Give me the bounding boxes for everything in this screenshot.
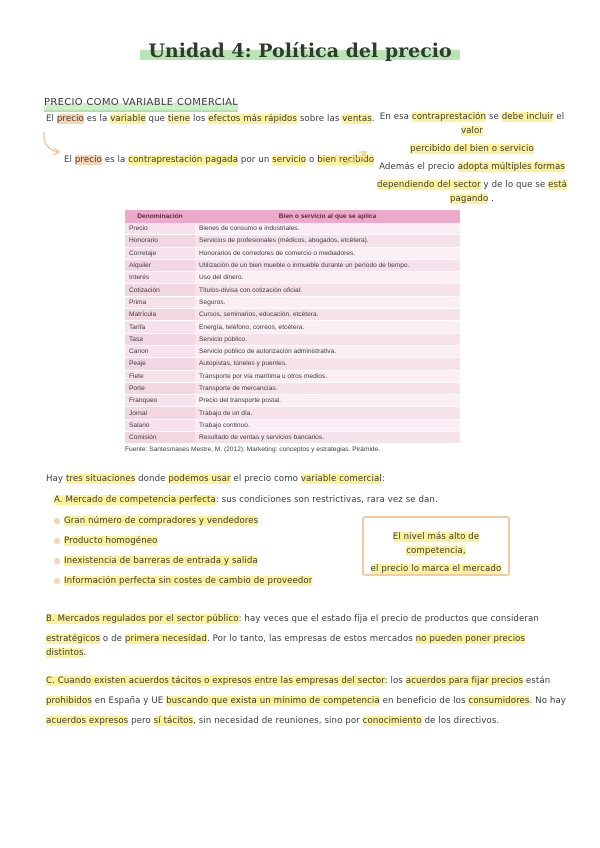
arrow-right-icon — [340, 148, 370, 168]
denomination-cell: Comisión — [125, 432, 195, 444]
table-body — [125, 223, 460, 444]
applies-to-cell: Resultado de ventas y servicios bancarios. — [195, 432, 460, 444]
table-row — [125, 358, 460, 370]
applies-to-cell: Seguros. — [195, 296, 460, 308]
denomination-cell: Tasa — [125, 333, 195, 345]
table-row — [125, 247, 460, 259]
applies-to-cell: Trabajo de un día. — [195, 407, 460, 419]
table-row — [125, 432, 460, 444]
table-source: Fuente: Santesmases Mestre, M. (2012): Marketing: conceptos y estrategias. Pirámide. — [125, 446, 381, 453]
denomination-cell: Matrícula — [125, 309, 195, 321]
table-row — [125, 259, 460, 271]
bullet-dot-icon — [54, 578, 60, 584]
applies-to-cell: Cursos, seminarios, educación, etcétera. — [195, 309, 460, 321]
table-row — [125, 407, 460, 419]
applies-to-cell: Utilización de un bien mueble o inmueble durante un período de tiempo. — [195, 259, 460, 271]
table-row — [125, 419, 460, 431]
denomination-cell: Canon — [125, 345, 195, 357]
applies-to-cell: Transporte de mercancías. — [195, 382, 460, 394]
list-item: Producto homogéneo — [54, 534, 312, 548]
table-header-cell: Bien o servicio al que se aplica — [195, 210, 460, 223]
denomination-cell: Alquiler — [125, 259, 195, 271]
denomination-cell: Prima — [125, 296, 195, 308]
list-item: Gran número de compradores y vendedores — [54, 514, 312, 528]
bullet-dot-icon — [54, 518, 60, 524]
section-heading-price: PRECIO COMO VARIABLE COMERCIAL — [44, 96, 238, 112]
table-row — [125, 223, 460, 235]
table-row — [125, 321, 460, 333]
applies-to-cell: Uso del dinero. — [195, 272, 460, 284]
definition-line-2: El precio es la contraprestación pagada por un servicio o bien recibido — [64, 155, 375, 165]
applies-to-cell: Precio del transporte postal. — [195, 395, 460, 407]
situations-intro: Hay tres situaciones donde podemos usar el precio como variable comercial: — [46, 474, 385, 484]
denomination-cell: Franqueo — [125, 395, 195, 407]
bullet-dot-icon — [54, 558, 60, 564]
denomination-cell: Corretaje — [125, 247, 195, 259]
denomination-cell: Cotización — [125, 284, 195, 296]
table-row — [125, 296, 460, 308]
table-header-row — [125, 210, 460, 223]
applies-to-cell: Trabajo continuo. — [195, 419, 460, 431]
page-title: Unidad 4: Política del precio — [0, 40, 600, 62]
denomination-cell: Precio — [125, 223, 195, 235]
denomination-cell: Tarifa — [125, 321, 195, 333]
bullet-dot-icon — [54, 538, 60, 544]
table-row — [125, 370, 460, 382]
price-denominations-table — [125, 210, 460, 444]
denomination-cell: Porte — [125, 382, 195, 394]
denomination-cell: Honorario — [125, 235, 195, 247]
denomination-cell: Flete — [125, 370, 195, 382]
table-row — [125, 345, 460, 357]
applies-to-cell: Transporte por vía marítima u otros medios. — [195, 370, 460, 382]
definition-line-1: El precio es la variable que tiene los efectos más rápidos sobre las ventas. — [46, 114, 375, 124]
table-row — [125, 333, 460, 345]
applies-to-cell: Servicios de profesionales (médicos, abogados, etcétera). — [195, 235, 460, 247]
situation-a: A. Mercado de competencia perfecta: sus condiciones son restrictivas, rara vez se dan. — [54, 495, 438, 505]
table-row — [125, 284, 460, 296]
list-item: Inexistencia de barreras de entrada y salida — [54, 554, 312, 568]
denomination-cell: Peaje — [125, 358, 195, 370]
denomination-cell: Interés — [125, 272, 195, 284]
applies-to-cell: Servicio público de autorización administrativa. — [195, 345, 460, 357]
applies-to-cell: Autopistas, túneles y puentes. — [195, 358, 460, 370]
applies-to-cell: Títulos-divisa con cotización oficial. — [195, 284, 460, 296]
applies-to-cell: Honorarios de corredores de comercio o mediadores. — [195, 247, 460, 259]
table-row — [125, 309, 460, 321]
table-row — [125, 272, 460, 284]
curved-arrow-icon — [40, 130, 62, 156]
list-item: Información perfecta sin costes de cambio de proveedor — [54, 574, 312, 588]
denomination-cell: Jornal — [125, 407, 195, 419]
applies-to-cell: Energía, teléfono, correos, etcétera. — [195, 321, 460, 333]
perfect-competition-list — [54, 514, 312, 594]
table-row — [125, 382, 460, 394]
competition-callout-box: El nivel más alto de competencia, el precio lo marca el mercado — [362, 516, 510, 576]
denomination-cell: Salario — [125, 419, 195, 431]
price-note: En esa contraprestación se debe incluir el valor percibido del bien o servicio Además el precio adopta múltiples formas dependiendo del sector y de lo que se está pagando . — [377, 112, 567, 204]
applies-to-cell: Servicio público. — [195, 333, 460, 345]
table-row — [125, 395, 460, 407]
table-header-cell: Denominación — [125, 210, 195, 223]
table-row — [125, 235, 460, 247]
situation-b: B. Mercados regulados por el sector público: hay veces que el estado fija el precio de productos que consideran estratégicos o de primera necesidad. Por lo tanto, las empresas de estos mercados no pueden poner precios distintos. — [46, 614, 539, 658]
applies-to-cell: Bienes de consumo e industriales. — [195, 223, 460, 235]
situation-c: C. Cuando existen acuerdos tácitos o expresos entre las empresas del sector: los acuerdos para fijar precios están prohibidos en España y UE buscando que exista un mínimo de competencia en beneficio de los consumidores. No hay acuerdos expresos pero sí tácitos, sin necesidad de reuniones, sino por conocimiento de los directivos. — [46, 676, 566, 726]
